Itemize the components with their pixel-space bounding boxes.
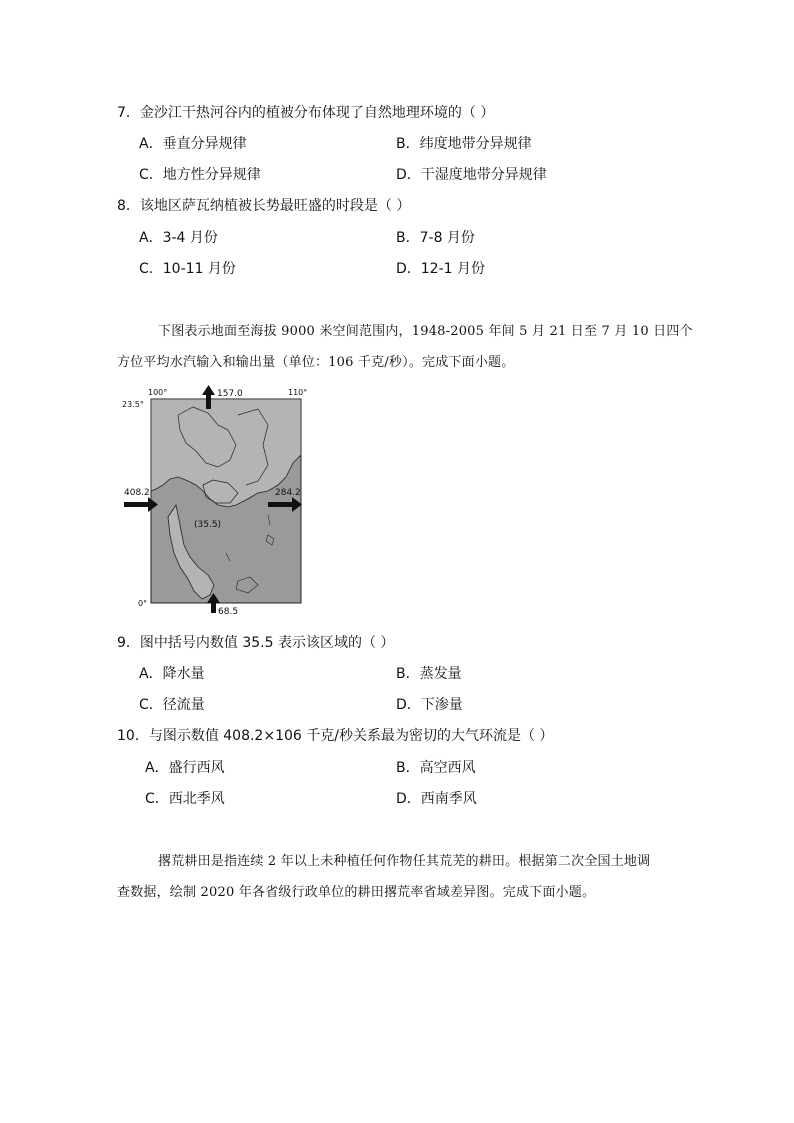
- question-7-option-a[interactable]: A．垂直分异规律: [139, 136, 247, 152]
- north-value: 157.0: [217, 389, 243, 399]
- question-9-option-d[interactable]: D．下渗量: [396, 697, 463, 713]
- east-value: 284.2: [275, 488, 301, 498]
- question-8-stem: 8．该地区萨瓦纳植被长势最旺盛的时段是（ ）: [117, 198, 411, 214]
- center-value: (35.5): [194, 520, 222, 530]
- lat-top-label: 23.5°: [122, 400, 144, 409]
- question-7-stem: 7．金沙江干热河谷内的植被分布体现了自然地理环境的（ ）: [117, 105, 495, 121]
- lon-left-label: 100°: [148, 388, 168, 397]
- lat-bottom-label: 0°: [138, 599, 148, 608]
- question-8-option-b[interactable]: B．7-8 月份: [396, 230, 475, 246]
- question-7-option-c[interactable]: C．地方性分异规律: [139, 167, 261, 183]
- question-10-option-d[interactable]: D．西南季风: [396, 791, 477, 807]
- question-8-option-c[interactable]: C．10-11 月份: [139, 261, 236, 277]
- question-7-option-b[interactable]: B．纬度地带分异规律: [396, 136, 532, 152]
- south-value: 68.5: [218, 607, 239, 615]
- question-10-stem: 10．与图示数值 408.2×106 千克/秒关系最为密切的大气环流是（ ）: [117, 728, 554, 744]
- question-10-option-c[interactable]: C．西北季风: [145, 791, 225, 807]
- question-9-stem: 9．图中括号内数值 35.5 表示该区域的（ ）: [117, 635, 395, 651]
- question-10-option-b[interactable]: B．高空西风: [396, 760, 476, 776]
- question-9-option-c[interactable]: C．径流量: [139, 697, 205, 713]
- map-intro-line-1: 下图表示地面至海拔 9000 米空间范围内，1948-2005 年间 5 月 21 日至 7 月 10 日四个: [158, 324, 693, 339]
- water-vapor-map: [118, 385, 318, 615]
- lon-right-label: 110°: [288, 388, 308, 397]
- question-10-option-a[interactable]: A．盛行西风: [145, 760, 225, 776]
- question-8-option-a[interactable]: A．3-4 月份: [139, 230, 218, 246]
- farmland-intro-line-1: 撂荒耕田是指连续 2 年以上未种植任何作物任其荒芜的耕田。根据第二次全国土地调: [158, 854, 651, 869]
- map-intro-line-2: 方位平均水汽输入和输出量（单位：106 千克/秒）。完成下面小题。: [117, 355, 515, 370]
- west-value: 408.2: [124, 488, 150, 498]
- farmland-intro-line-2: 查数据，绘制 2020 年各省级行政单位的耕田撂荒率省域差异图。完成下面小题。: [117, 885, 596, 900]
- question-8-option-d[interactable]: D．12-1 月份: [396, 261, 486, 277]
- question-7-option-d[interactable]: D．干湿度地带分异规律: [396, 167, 547, 183]
- question-9-option-b[interactable]: B．蒸发量: [396, 666, 462, 682]
- question-9-option-a[interactable]: A．降水量: [139, 666, 205, 682]
